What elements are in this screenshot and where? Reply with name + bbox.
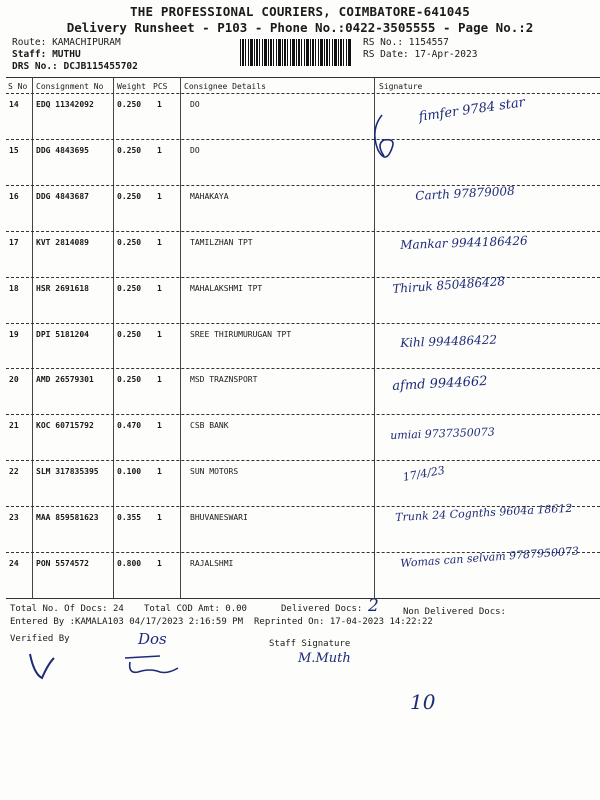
row-signature: Kihl 994486422 <box>399 332 498 350</box>
rs-no-value: 1154557 <box>408 37 449 48</box>
row-pcs: 1 <box>157 191 162 201</box>
verify-mark-icon <box>20 644 80 684</box>
row-weight: 0.470 <box>117 421 142 431</box>
row-pcs: 1 <box>157 421 162 431</box>
row-pcs: 1 <box>157 467 162 477</box>
row-sno: 17 <box>9 237 19 247</box>
row-weight: 0.250 <box>117 191 142 201</box>
col-header-consignee: Consignee Details <box>184 82 266 91</box>
row-signature: afmd 9944662 <box>391 374 488 395</box>
page-hand-number: 10 <box>410 690 436 714</box>
table-header-rule <box>6 93 600 94</box>
row-consignee: CSB BANK <box>190 421 229 431</box>
row-consignee: TAMILZHAN TPT <box>190 237 253 247</box>
row-weight: 0.250 <box>117 100 142 109</box>
col-header-sno: S No <box>8 82 28 91</box>
row-pcs: 1 <box>157 513 162 523</box>
col-header-pcs: PCS <box>153 82 168 91</box>
total-docs: Total No. Of Docs: 24 <box>10 604 124 614</box>
row-consignee: MAHAKAYA <box>190 191 229 201</box>
delivered-docs-label: Delivered Docs: <box>281 604 363 614</box>
row-weight: 0.250 <box>117 237 142 247</box>
drs-line: DRS No.: DCJB115455702 <box>12 61 138 72</box>
drs-value: DCJB115455702 <box>63 61 138 72</box>
staff-line: Staff: MUTHU <box>12 49 81 60</box>
row-sno: 19 <box>9 329 19 339</box>
signature-loop-icon <box>362 110 422 170</box>
row-divider <box>6 368 600 369</box>
row-consignment-no: KVT 2814089 <box>36 237 89 247</box>
row-consignee: SUN MOTORS <box>190 467 239 477</box>
row-sno: 22 <box>9 467 19 477</box>
row-signature: fimfer 9784 star <box>417 95 526 125</box>
row-sno: 23 <box>9 513 19 523</box>
verified-by-label: Verified By <box>10 634 70 644</box>
row-divider <box>6 139 600 140</box>
col-divider <box>32 77 33 598</box>
row-consignment-no: SLM 317835395 <box>36 467 99 477</box>
non-delivered-docs-label: Non Delivered Docs: <box>403 607 506 617</box>
runsheet-subtitle: Delivery Runsheet - P103 - Phone No.:0422-3505555 - Page No.:2 <box>66 20 534 35</box>
row-consignment-no: AMD 26579301 <box>36 375 94 385</box>
row-sno: 20 <box>9 375 19 385</box>
row-sno: 24 <box>9 559 19 568</box>
row-consignment-no: PON 5574572 <box>36 559 89 568</box>
row-consignee: BHUVANESWARI <box>190 513 248 523</box>
barcode <box>240 39 352 66</box>
row-consignee: DO <box>190 100 200 109</box>
row-consignment-no: KOC 60715792 <box>36 421 94 431</box>
row-consignee: MSD TRAZNSPORT <box>190 375 258 385</box>
row-signature: Mankar 9944186426 <box>399 233 528 252</box>
row-sno: 14 <box>9 100 19 109</box>
row-pcs: 1 <box>157 283 162 293</box>
staff-signature-label: Staff Signature <box>269 639 351 649</box>
row-consignment-no: DPI 5181204 <box>36 329 89 339</box>
row-divider <box>6 414 600 415</box>
table-top-rule <box>6 77 600 78</box>
row-pcs: 1 <box>157 145 162 155</box>
row-weight: 0.250 <box>117 329 142 339</box>
row-consignee: MAHALAKSHMI TPT <box>190 283 263 293</box>
staff-handwritten-signature: M.Muth <box>298 651 351 666</box>
row-pcs: 1 <box>157 237 162 247</box>
reprinted-on: Reprinted On: 17-04-2023 14:22:22 <box>254 617 433 627</box>
row-signature: Carth 97879008 <box>414 183 516 203</box>
row-sno: 16 <box>9 191 19 201</box>
row-pcs: 1 <box>157 329 162 339</box>
row-signature: Thiruk 850486428 <box>391 273 506 296</box>
col-divider <box>113 77 114 598</box>
row-weight: 0.100 <box>117 467 142 477</box>
verifier-signature-icon <box>120 650 190 680</box>
row-weight: 0.800 <box>117 559 142 568</box>
route-value: KAMACHIPURAM <box>52 37 121 48</box>
col-header-signature: Signature <box>379 82 423 91</box>
row-consignment-no: DDG 4843687 <box>36 191 89 201</box>
company-title: THE PROFESSIONAL COURIERS, COIMBATORE-641045 <box>130 4 470 19</box>
entered-by: Entered By :KAMALA103 04/17/2023 2:16:59 PM <box>10 617 243 627</box>
row-consignment-no: EDQ 11342092 <box>36 100 94 109</box>
row-pcs: 1 <box>157 559 162 568</box>
rs-date-value: 17-Apr-2023 <box>414 49 478 60</box>
row-divider <box>6 323 600 324</box>
row-pcs: 1 <box>157 100 162 109</box>
col-header-consignment: Consignment No <box>36 82 104 91</box>
row-weight: 0.250 <box>117 283 142 293</box>
delivered-docs-hand: 2 <box>368 596 379 616</box>
row-sno: 15 <box>9 145 19 155</box>
table-bottom-rule <box>6 598 600 599</box>
row-consignment-no: DDG 4843695 <box>36 145 89 155</box>
row-signature: Womas can selvam 9787950073 <box>399 544 580 570</box>
row-consignee: RAJALSHMI <box>190 559 234 568</box>
rs-no-line: RS No.: 1154557 <box>363 37 449 48</box>
total-cod-value: 0.00 <box>225 604 247 614</box>
staff-value: MUTHU <box>52 49 81 60</box>
total-cod: Total COD Amt: 0.00 <box>144 604 247 614</box>
col-divider <box>180 77 181 598</box>
row-consignee: DO <box>190 145 200 155</box>
rs-date-line: RS Date: 17-Apr-2023 <box>363 49 478 60</box>
total-docs-value: 24 <box>112 604 124 614</box>
verifier-scribble: Dos <box>138 630 167 648</box>
row-weight: 0.250 <box>117 145 142 155</box>
row-weight: 0.250 <box>117 375 142 385</box>
row-pcs: 1 <box>157 375 162 385</box>
col-header-weight: Weight <box>117 82 146 91</box>
row-sno: 18 <box>9 283 19 293</box>
row-signature: Trunk 24 Cognths 9604a 18612 <box>394 501 573 525</box>
row-consignment-no: MAA 859581623 <box>36 513 99 523</box>
row-signature: 17/4/23 <box>401 463 446 485</box>
row-sno: 21 <box>9 421 19 431</box>
row-weight: 0.355 <box>117 513 142 523</box>
route-line: Route: KAMACHIPURAM <box>12 37 121 48</box>
row-consignee: SREE THIRUMURUGAN TPT <box>190 329 292 339</box>
row-consignment-no: HSR 2691618 <box>36 283 89 293</box>
row-divider <box>6 231 600 232</box>
row-signature: umiai 9737350073 <box>389 425 495 443</box>
